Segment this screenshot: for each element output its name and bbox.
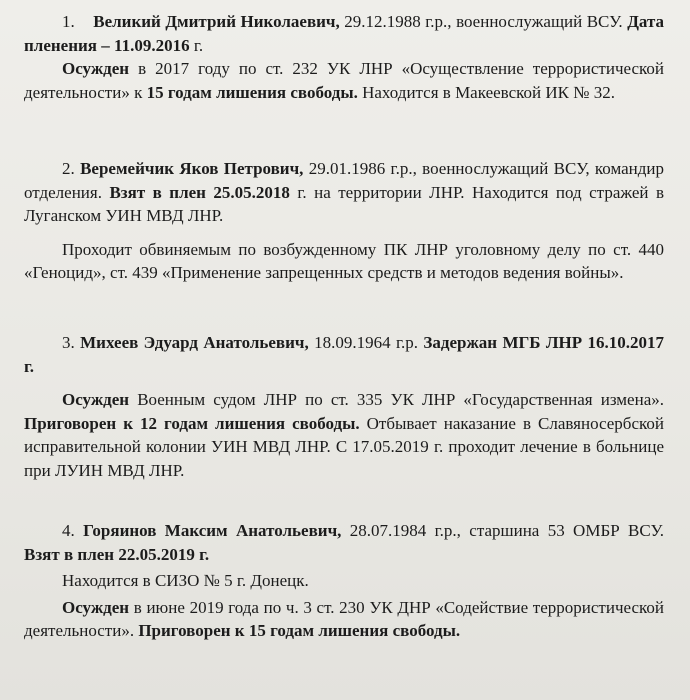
location-text: г. на территории ЛНР. Находится под стражей в Луганском УИН МВД ЛНР. [24, 182, 665, 225]
sentence-text: Военным судом ЛНР по ст. 335 УК ЛНР «Государственная измена». [137, 390, 664, 409]
entry-3-header [24, 331, 664, 378]
entry-1 [24, 10, 664, 104]
sentence-text: в июне 2019 года по ч. 3 ст. 230 УК ДНР «Содействие террористической деятельности». [24, 597, 664, 640]
entry-number: 2. [62, 159, 75, 178]
entry-4 [24, 519, 664, 643]
entry-4-location: Находится в СИЗО № 5 г. Донецк. [62, 571, 309, 590]
entry-4-header [24, 519, 664, 566]
birth-date: 18.09.1964 г.р. [314, 333, 419, 352]
person-name: Великий Дмитрий Николаевич, [93, 12, 340, 31]
capture-date: Взят в плен 25.05.2018 [109, 182, 290, 202]
capture-suffix: г. [193, 35, 204, 55]
person-name: Михеев Эдуард Анатольевич, [80, 333, 309, 352]
person-name: Веремейчик Яков Петрович, [80, 159, 304, 178]
sentence-text: в 2017 году по ст. 232 УК ЛНР «Осуществление террористической деятельности» к [24, 59, 665, 102]
details-text: 29.01.1986 г.р., военнослужащий ВСУ, командир отделения. [24, 159, 665, 202]
birth-date: 29.12.1988 г.р., [344, 12, 452, 31]
location-text: Находится в Макеевской ИК № 32. [362, 82, 615, 102]
sentence-term: Приговорен к 12 годам лишения свободы. [24, 413, 360, 433]
entry-2-header [24, 157, 664, 228]
entry-number: 1. [62, 12, 75, 31]
role-text: военнослужащий ВСУ. [456, 12, 623, 31]
entry-3 [24, 331, 664, 482]
sentence-label: Осужден [62, 390, 130, 409]
entry-number: 4. [62, 521, 75, 540]
entry-2-case: Проходит обвиняемым по возбужденному ПК ЛНР уголовному делу по ст. 440 «Геноцид», ст. 439 «Применение запрещенных средств и методов ведения войны». [24, 239, 664, 282]
capture-date: Дата пленения – 11.09.2016 [24, 12, 665, 55]
sentence-label: Осужден [62, 597, 130, 617]
details-text: 28.07.1984 г.р., старшина 53 ОМБР ВСУ. [349, 521, 664, 540]
detention-date: Задержан МГБ ЛНР 16.10.2017 г. [24, 333, 665, 376]
entry-1-header [24, 10, 664, 57]
entry-4-sentence [24, 596, 664, 643]
capture-date: Взят в плен 22.05.2019 г. [24, 544, 210, 564]
sentence-label: Осужден [62, 59, 130, 78]
location-text: Отбывает наказание в Славяносербской исправительной колонии УИН МВД ЛНР. С 17.05.2019 г. проходит лечение в больнице при ЛУИН МВД ЛНР. [24, 413, 664, 480]
sentence-term: 15 годам лишения свободы. [146, 82, 358, 102]
entry-3-sentence [24, 388, 664, 482]
entry-1-sentence [24, 57, 664, 104]
person-name: Горяинов Максим Анатольевич, [83, 521, 342, 540]
sentence-term: Приговорен к 15 годам лишения свободы. [138, 621, 461, 640]
entry-2 [24, 157, 664, 285]
entry-number: 3. [62, 333, 75, 352]
